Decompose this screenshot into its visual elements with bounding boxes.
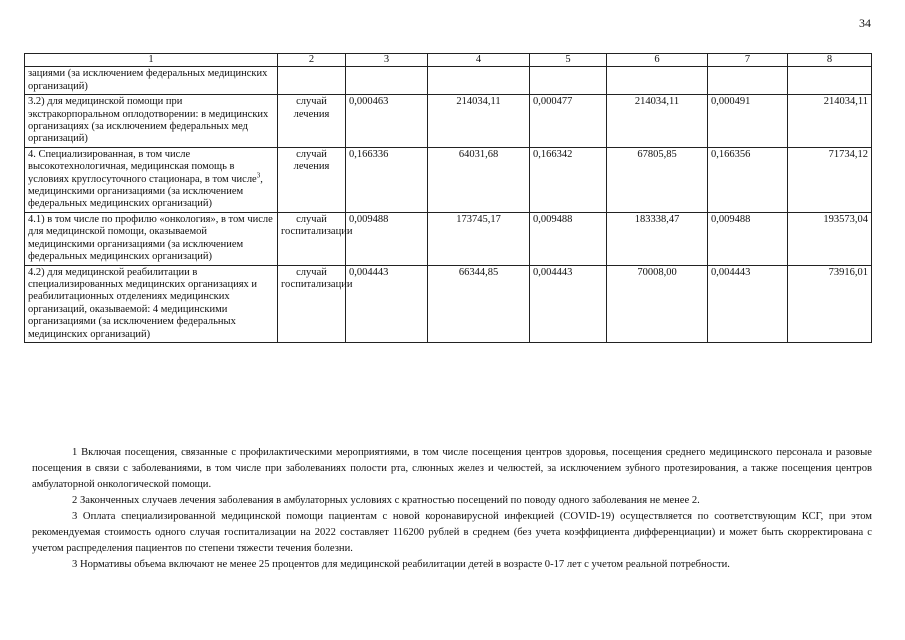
header-col-7: 7 — [708, 54, 788, 67]
row-name-text-rest: , медицинскими организациями (за исключением федеральных медицинских организаций) — [28, 173, 263, 210]
row-value-col-4: 64031,68 — [428, 147, 530, 212]
row-value-col-4: 173745,17 — [428, 212, 530, 265]
row-name-text: 4. Специализированная, в том числе высокотехнологичная, медицинская помощь в условиях круглосуточного стационара, в том числе — [28, 148, 257, 185]
row-value-col-3: 0,166336 — [346, 147, 428, 212]
row-value-col-7 — [708, 67, 788, 95]
table-row — [25, 95, 872, 148]
table-row — [25, 147, 872, 212]
row-value-col-5 — [530, 67, 607, 95]
header-col-4: 4 — [428, 54, 530, 67]
row-value-col-5: 0,004443 — [530, 265, 607, 342]
row-value-col-5: 0,009488 — [530, 212, 607, 265]
row-value-col-7: 0,000491 — [708, 95, 788, 148]
row-value-col-7: 0,166356 — [708, 147, 788, 212]
row-value-col-5: 0,166342 — [530, 147, 607, 212]
row-value-col-8: 71734,12 — [788, 147, 872, 212]
row-value-col-8: 214034,11 — [788, 95, 872, 148]
header-col-5: 5 — [530, 54, 607, 67]
row-value-col-3: 0,004443 — [346, 265, 428, 342]
footnote-4: 3 Нормативы объема включают не менее 25 процентов для медицинской реабилитации детей в возрасте 0-17 лет с учетом реальной потребности. — [72, 559, 730, 570]
row-value-col-6: 214034,11 — [607, 95, 708, 148]
row-value-col-7: 0,004443 — [708, 265, 788, 342]
header-col-6: 6 — [607, 54, 708, 67]
row-unit: случай лечения — [278, 95, 346, 148]
footnote-2: 2 Законченных случаев лечения заболевания в амбулаторных условиях с кратностью посещений по поводу одного заболевания не менее 2. — [72, 495, 700, 506]
table-row — [25, 212, 872, 265]
footnote-ref: 3 — [256, 171, 261, 180]
row-name: зациями (за исключением федеральных медицинских организаций) — [25, 67, 278, 95]
table-row — [25, 265, 872, 342]
footnotes — [32, 445, 872, 573]
header-col-2: 2 — [278, 54, 346, 67]
row-unit: случай госпитализации — [278, 265, 346, 342]
row-value-col-7: 0,009488 — [708, 212, 788, 265]
row-value-col-6: 67805,85 — [607, 147, 708, 212]
header-col-8: 8 — [788, 54, 872, 67]
footnote-1: 1 Включая посещения, связанные с профилактическими мероприятиями, в том числе посещения центров здоровья, посещения среднего медицинского персонала и разовые посещения в связи с заболеваниями, в том числе при заболеваниях полости рта, слюнных желез и челюстей, за исключением зубного протезирования, а также посещения центров амбулаторной онкологической помощи. — [32, 447, 872, 490]
row-name: 4.1) в том числе по профилю «онкология», в том числе для медицинской помощи, оказываемой медицинскими организациями (за исключением федеральных медицинских организаций) — [25, 212, 278, 265]
row-value-col-8: 193573,04 — [788, 212, 872, 265]
table-row — [25, 67, 872, 95]
row-unit: случай лечения — [278, 147, 346, 212]
norms-table — [24, 53, 872, 343]
footnote-3: 3 Оплата специализированной медицинской помощи пациентам с новой коронавирусной инфекцией (COVID-19) осуществляется по соответствующим КСГ, при этом рекомендуемая стоимость одного случая госпитализации на 2022 составляет 116200 рублей в среднем (без учета коэффициента дифференциации) и может быть скорректирована с учетом распределения пациентов по степени тяжести течения болезни. — [32, 511, 872, 554]
row-value-col-3: 0,000463 — [346, 95, 428, 148]
page-number: 34 — [859, 16, 871, 30]
row-name — [25, 147, 278, 212]
table-header-row — [25, 54, 872, 67]
row-value-col-3: 0,009488 — [346, 212, 428, 265]
row-value-col-3 — [346, 67, 428, 95]
row-value-col-8: 73916,01 — [788, 265, 872, 342]
row-name: 3.2) для медицинской помощи при экстракорпоральном оплодотворении: в медицинских организациях (за исключением федеральных мед организаций) — [25, 95, 278, 148]
row-value-col-4: 214034,11 — [428, 95, 530, 148]
row-value-col-4 — [428, 67, 530, 95]
row-value-col-6 — [607, 67, 708, 95]
row-value-col-6: 183338,47 — [607, 212, 708, 265]
row-value-col-8 — [788, 67, 872, 95]
row-unit: случай госпитализации — [278, 212, 346, 265]
row-unit — [278, 67, 346, 95]
header-col-3: 3 — [346, 54, 428, 67]
row-value-col-5: 0,000477 — [530, 95, 607, 148]
row-value-col-6: 70008,00 — [607, 265, 708, 342]
row-value-col-4: 66344,85 — [428, 265, 530, 342]
row-name: 4.2) для медицинской реабилитации в специализированных медицинских организациях и реабилитационных отделениях медицинских организаций, оказываемой: 4 медицинскими организациями (за исключением федеральных медицинских организаций) — [25, 265, 278, 342]
header-col-1: 1 — [25, 54, 278, 67]
